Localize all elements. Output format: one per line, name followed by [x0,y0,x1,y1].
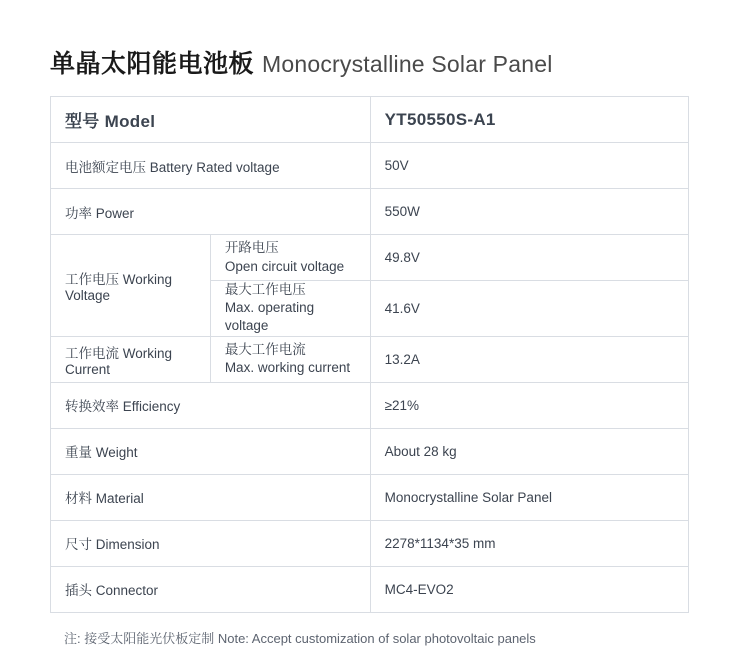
row-sublabel [210,336,370,382]
row-sublabel [210,235,370,281]
header-cell-model-label: 型号 Model [51,97,371,143]
row-label: 工作电流 Working Current [51,336,211,382]
table-row [51,520,689,566]
row-value: 550W [370,189,688,235]
table-row [51,428,689,474]
specifications-table [50,96,689,613]
row-label: 插头 Connector [51,566,371,612]
table-row [51,474,689,520]
row-value: 41.6V [370,281,688,337]
row-label: 工作电压 Working Voltage [51,235,211,337]
footer-note: 注: 接受太阳能光伏板定制 Note: Accept customization of solar photovoltaic panels [64,630,536,646]
row-label: 转换效率 Efficiency [51,382,371,428]
row-label: 材料 Material [51,474,371,520]
table-row [51,143,689,189]
row-sublabel-en: Max. working current [224,360,351,376]
row-label: 尺寸 Dimension [51,520,371,566]
page-title [50,0,689,96]
row-sublabel-en: Max. operating voltage [224,300,315,334]
row-label: 电池额定电压 Battery Rated voltage [51,143,371,189]
row-value: ≥21% [370,382,688,428]
row-value: MC4-EVO2 [370,566,688,612]
row-label: 重量 Weight [51,428,371,474]
row-value: 13.2A [370,336,688,382]
row-value: About 28 kg [370,428,688,474]
row-value: 2278*1134*35 mm [370,520,688,566]
row-sublabel [210,281,370,337]
row-value: 49.8V [370,235,688,281]
table-header-row [51,97,689,143]
row-sublabel-cn: 开路电压 [224,240,279,256]
table-row [51,566,689,612]
row-sublabel-cn: 最大工作电流 [224,341,306,357]
row-sublabel-cn: 最大工作电压 [224,282,306,297]
table-row [51,189,689,235]
table-row [51,235,689,281]
page-title-en: Monocrystalline Solar Panel [262,51,553,77]
table-row [51,382,689,428]
row-value: Monocrystalline Solar Panel [370,474,688,520]
row-label: 功率 Power [51,189,371,235]
row-value: 50V [370,143,688,189]
table-row [51,336,689,382]
row-sublabel-en: Open circuit voltage [224,258,345,274]
page-title-cn: 单晶太阳能电池板 [50,50,255,78]
header-cell-model-value: YT50550S-A1 [370,97,688,143]
